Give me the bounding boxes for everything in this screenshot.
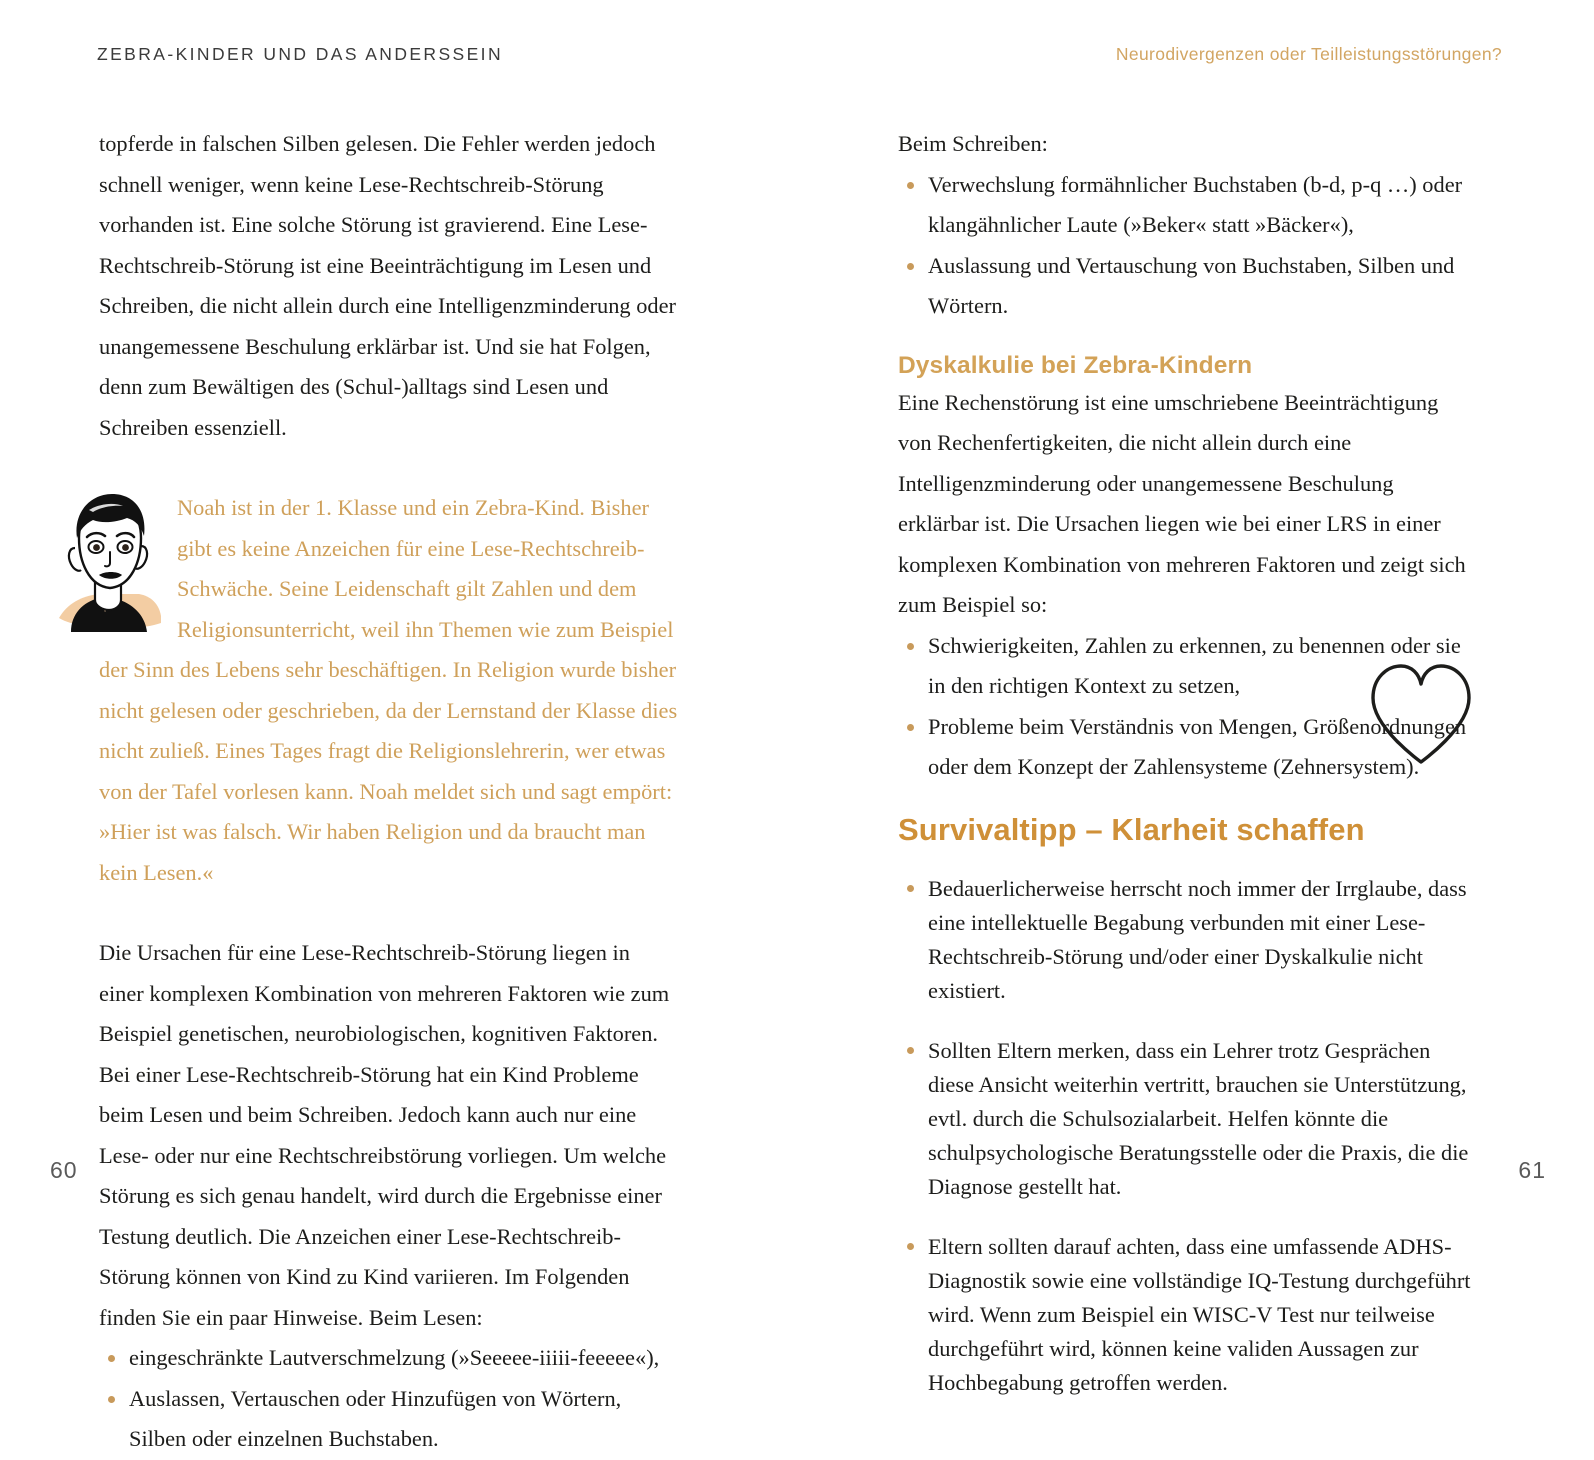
heart-icon — [1367, 662, 1475, 766]
list-item: eingeschränkte Lautverschmelzung (»Seeeee-iiiii-feeeee«), — [99, 1338, 679, 1379]
list-item: Bedauerlicherweise herrscht noch immer der Irrglaube, dass eine intellektuelle Begabung verbunden mit einer Lese-Rechtschreib-Störung und/oder einer Dyskalkulie nicht existiert. — [898, 872, 1476, 1008]
spacer — [99, 893, 679, 933]
running-head-left: ZEBRA-KINDER UND DAS ANDERSSEIN — [97, 44, 503, 64]
reading-signs-list — [99, 1338, 679, 1460]
survivaltipp-list — [898, 872, 1476, 1400]
page-number-left: 60 — [50, 1157, 78, 1183]
page-number-right: 61 — [1518, 1157, 1546, 1183]
left-paragraph-2: Die Ursachen für eine Lese-Rechtschreib-Störung liegen in einer komplexen Kombination von mehreren Faktoren wie zum Beispiel genetischen, neurobiologischen, kognitiven Faktoren. — [99, 940, 670, 1046]
list-item: Probleme beim Verständnis von Mengen, Größenordnungen oder dem Konzept der Zahlensysteme (Zehnersystem). — [898, 707, 1476, 788]
anecdote-block — [99, 488, 679, 893]
writing-signs-list — [898, 165, 1476, 327]
list-item: Sollten Eltern merken, dass ein Lehrer trotz Gesprächen diese Ansicht weiterhin vertritt, brauchen sie Unterstützung, evtl. durch die Schulsozialarbeit. Helfen könnte die schulpsychologische Beratungsstelle oder die Praxis, die die Diagnose gestellt hat. — [898, 1034, 1476, 1204]
list-item: Schwierigkeiten, Zahlen zu erkennen, zu benennen oder sie in den richtigen Kontext zu setzen, — [898, 626, 1476, 707]
list-item: Eltern sollten darauf achten, dass eine umfassende ADHS-Diagnostik sowie eine vollständige IQ-Testung durchgeführt wird. Wenn zum Beispiel ein WISC-V Test nur teilweise durchgeführt wird, können keine validen Aussagen zur Hochbegabung getroffen werden. — [898, 1230, 1476, 1400]
spacer — [898, 327, 1476, 349]
spacer — [898, 788, 1476, 810]
left-paragraph-3: Bei einer Lese-Rechtschreib-Störung hat ein Kind Probleme beim Lesen und beim Schreiben. Jedoch kann auch nur eine Lese- oder nur eine Rechtschreibstörung vorliegen. Um welche Störung es sich genau handelt, wird durch die Ergebnisse einer Testung deutlich. Die Anzeichen einer Lese-Rechtschreib-Störung können von Kind zu Kind variieren. Im Folgenden finden Sie ein paar Hinweise. Beim Lesen: — [99, 1061, 667, 1330]
survivaltipp-block — [898, 810, 1476, 1400]
list-item: Verwechslung formähnlicher Buchstaben (b-d, p-q …) oder klangähnlicher Laute (»Beker« statt »Bäcker«), — [898, 165, 1476, 246]
spacer — [99, 448, 679, 488]
survivaltipp-heading: Survivaltipp – Klarheit schaffen — [898, 811, 1365, 847]
list-item: Auslassung und Vertauschung von Buchstaben, Silben und Wörtern. — [898, 246, 1476, 327]
left-page-column — [99, 124, 679, 1460]
spacer — [898, 850, 1476, 872]
writing-intro: Beim Schreiben: — [898, 131, 1048, 156]
list-item: Auslassen, Vertauschen oder Hinzufügen von Wörtern, Silben oder einzelnen Buchstaben. — [99, 1379, 679, 1460]
boy-portrait-illustration-icon — [55, 492, 167, 632]
running-head-right: Neurodivergenzen oder Teilleistungsstörungen? — [1115, 44, 1502, 64]
left-paragraph-1: topferde in falschen Silben gelesen. Die Fehler werden jedoch schnell weniger, wenn keine Lese-Rechtschreib-Störung vorhanden ist. Eine solche Störung ist gravierend. Eine Lese-Rechtschreib-Störung ist eine Beeinträchtigung im Lesen und Schreiben, die nicht allein durch eine Intelligenzminderung oder unangemessene Beschulung erklärbar ist. Und sie hat Folgen, denn zum Bewältigen des (Schul-)alltags sind Lesen und Schreiben essenziell. — [99, 131, 676, 440]
anecdote-text: Noah ist in der 1. Klasse und ein Zebra-Kind. Bisher gibt es keine Anzeichen für eine Lese-Rechtschreib-Schwäche. Seine Leidenschaft gilt Zahlen und dem Religionsunterricht, weil ihn Themen wie zum Beispiel der Sinn des Lebens sehr beschäftigen. In Religion wurde bisher nicht gelesen oder geschrieben, da der Lernstand der Klasse dies nicht zuließ. Eines Tages fragt die Religionslehrerin, wer etwas von der Tafel vorlesen kann. Noah meldet sich und sagt empört: »Hier ist was falsch. Wir haben Religion und da braucht man kein Lesen.« — [99, 495, 678, 885]
dyskalkulie-heading: Dyskalkulie bei Zebra-Kindern — [898, 351, 1253, 379]
dyskalkulie-paragraph: Eine Rechenstörung ist eine umschriebene Beeinträchtigung von Rechenfertigkeiten, die nicht allein durch eine Intelligenzminderung oder unangemessene Beschulung erklärbar ist. Die Ursachen liegen wie bei einer LRS in einer komplexen Kombination von mehreren Faktoren und zeigt sich zum Beispiel so: — [898, 389, 1466, 617]
